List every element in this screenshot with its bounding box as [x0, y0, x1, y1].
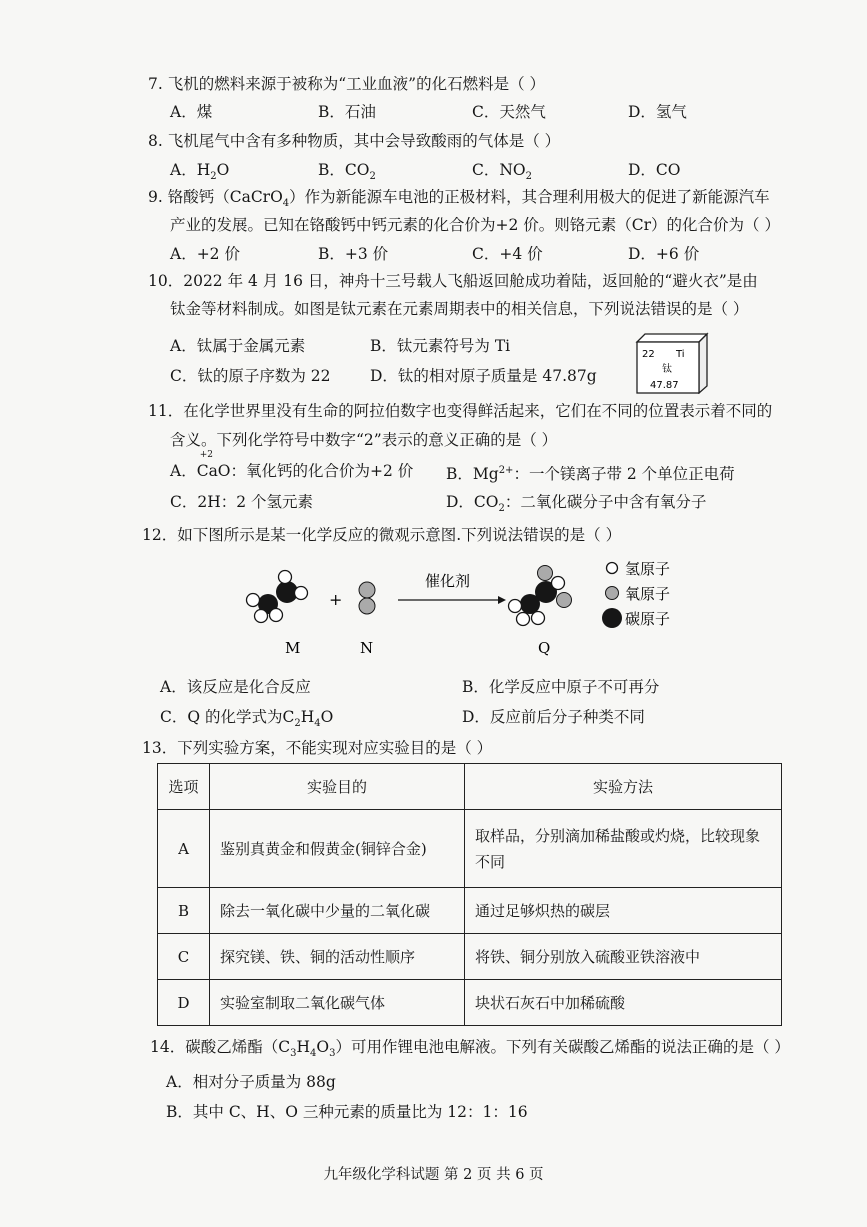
header-method: 实验方法	[465, 764, 782, 810]
row-method: 通过足够炽热的碳层	[465, 888, 782, 934]
element-number: 22	[642, 349, 655, 360]
row-method: 取样品，分别滴加稀盐酸或灼烧，比较现象不同	[465, 810, 782, 888]
q10-option-d[interactable]: D．钛的相对原子质量是 47.87g	[370, 367, 597, 385]
row-purpose: 探究镁、铁、铜的活动性顺序	[210, 934, 465, 980]
row-purpose: 实验室制取二氧化碳气体	[210, 980, 465, 1026]
legend	[602, 560, 670, 628]
q12-option-b[interactable]: B．化学反应中原子不可再分	[462, 678, 660, 696]
q10-option-a[interactable]: A．钛属于金属元素	[170, 337, 306, 355]
catalyst-label: 催化剂	[425, 572, 471, 590]
q12-stem: 12．如下图所示是某一化学反应的微观示意图.下列说法错误的是（ ）	[142, 526, 622, 544]
q10-stem-line1: 10．2022 年 4 月 16 日，神舟十三号载人飞船返回舱成功着陆，返回舱的“避火衣”是由	[148, 272, 758, 290]
q7-option-d[interactable]: D．氢气	[628, 103, 687, 121]
row-option: A	[158, 810, 210, 888]
q11-stem-line2: 含义。下列化学符号中数字“2”表示的意义正确的是（ ）	[170, 431, 558, 449]
experiment-table	[157, 763, 782, 1026]
table-row[interactable]	[158, 980, 782, 1026]
q8-option-d[interactable]: D．CO	[628, 161, 681, 179]
molecule-n	[359, 582, 375, 614]
table-row[interactable]	[158, 888, 782, 934]
label-m: M	[285, 639, 301, 657]
q14-option-b[interactable]: B．其中 C、H、O 三种元素的质量比为 12：1：16	[166, 1103, 528, 1121]
row-option: D	[158, 980, 210, 1026]
q12-option-a[interactable]: A．该反应是化合反应	[160, 678, 311, 696]
legend-oxygen-icon	[606, 587, 619, 600]
q8-option-a[interactable]: A．$H_2O$	[170, 161, 230, 183]
legend-oxygen: 氧原子	[625, 585, 671, 603]
label-n: N	[360, 639, 374, 657]
arrow-head-icon	[498, 596, 506, 604]
q10-option-b[interactable]: B．钛元素符号为 Ti	[370, 337, 511, 355]
row-option: C	[158, 934, 210, 980]
q9-option-c[interactable]: C．+4 价	[472, 245, 543, 263]
table-row[interactable]	[158, 934, 782, 980]
legend-hydrogen-icon	[607, 563, 618, 574]
q10-option-c[interactable]: C．钛的原子序数为 22	[170, 367, 331, 385]
q12-option-d[interactable]: D．反应前后分子种类不同	[462, 708, 645, 726]
q12-option-c[interactable]: C．Q 的化学式为$C_2H_4O$	[160, 708, 334, 730]
q10-stem-line2: 钛金等材料制成。如图是钛元素在元素周期表中的相关信息，下列说法错误的是（ ）	[170, 300, 749, 318]
q7-option-a[interactable]: A．煤	[170, 103, 213, 121]
q9-stem-line2: 产业的发展。已知在铬酸钙中钙元素的化合价为+2 价。则铬元素（Cr）的化合价为（ ）	[170, 216, 780, 234]
q9-option-d[interactable]: D．+6 价	[628, 245, 700, 263]
q7-option-c[interactable]: C．天然气	[472, 103, 546, 121]
q8-option-c[interactable]: C．$NO_2$	[472, 161, 533, 183]
plus-sign: +	[329, 590, 343, 609]
q11-option-a[interactable]: A． +2 CaO：氧化钙的化合价为+2 价	[170, 450, 414, 480]
q13-stem: 13．下列实验方案，不能实现对应实验目的是（ ）	[142, 739, 493, 757]
titanium-element-cell	[633, 330, 711, 394]
q11-option-b[interactable]: B．$Mg^{2+}$：一个镁离子带 2 个单位正电荷	[446, 465, 735, 484]
legend-carbon: 碳原子	[625, 610, 671, 628]
header-purpose: 实验目的	[210, 764, 465, 810]
q8-option-b[interactable]: B．$CO_2$	[318, 161, 376, 183]
q9-stem-line1: 9. 铬酸钙（CaCrO$_4$）作为新能源车电池的正极材料，其合理利用极大的促进了新能源汽车	[148, 188, 770, 210]
molecule-q	[509, 566, 572, 626]
q14-stem: 14．碳酸乙烯酯$(C_3H_4O_3)$可用作锂电池电解液。下列有关碳酸乙烯酯的说法正确的是（ ）	[150, 1038, 790, 1060]
header-option: 选项	[158, 764, 210, 810]
q11-option-c[interactable]: C．2H：2 个氢元素	[170, 493, 314, 511]
row-option: B	[158, 888, 210, 934]
legend-carbon-icon	[602, 608, 622, 628]
table-row[interactable]	[158, 810, 782, 888]
q7-option-b[interactable]: B．石油	[318, 103, 376, 121]
molecule-m	[247, 571, 308, 623]
label-q: Q	[538, 639, 551, 657]
element-mass: 47.87	[650, 380, 679, 391]
q7-stem: 7. 飞机的燃料来源于被称为“工业血液”的化石燃料是（ ）	[148, 75, 545, 93]
q11-stem-line1: 11．在化学世界里没有生命的阿拉伯数字也变得鲜活起来，它们在不同的位置表示着不同的	[148, 402, 773, 420]
row-method: 将铁、铜分别放入硫酸亚铁溶液中	[465, 934, 782, 980]
page-footer: 九年级化学科试题 第 2 页 共 6 页	[323, 1167, 544, 1183]
row-purpose: 除去一氧化碳中少量的二氧化碳	[210, 888, 465, 934]
row-purpose: 鉴别真黄金和假黄金(铜锌合金)	[210, 810, 465, 888]
q8-stem: 8. 飞机尾气中含有多种物质，其中会导致酸雨的气体是（ ）	[148, 132, 561, 150]
legend-hydrogen: 氢原子	[625, 560, 671, 578]
q14-option-a[interactable]: A．相对分子质量为 88g	[166, 1073, 336, 1091]
q11-option-d[interactable]: D．$CO_2$：二氧化碳分子中含有氧分子	[446, 493, 707, 515]
element-name: 钛	[662, 364, 672, 375]
table-header-row	[158, 764, 782, 810]
q9-option-a[interactable]: A．+2 价	[170, 245, 240, 263]
row-method: 块状石灰石中加稀硫酸	[465, 980, 782, 1026]
q9-option-b[interactable]: B．+3 价	[318, 245, 389, 263]
reaction-diagram	[240, 556, 710, 666]
element-symbol: Ti	[676, 349, 685, 360]
